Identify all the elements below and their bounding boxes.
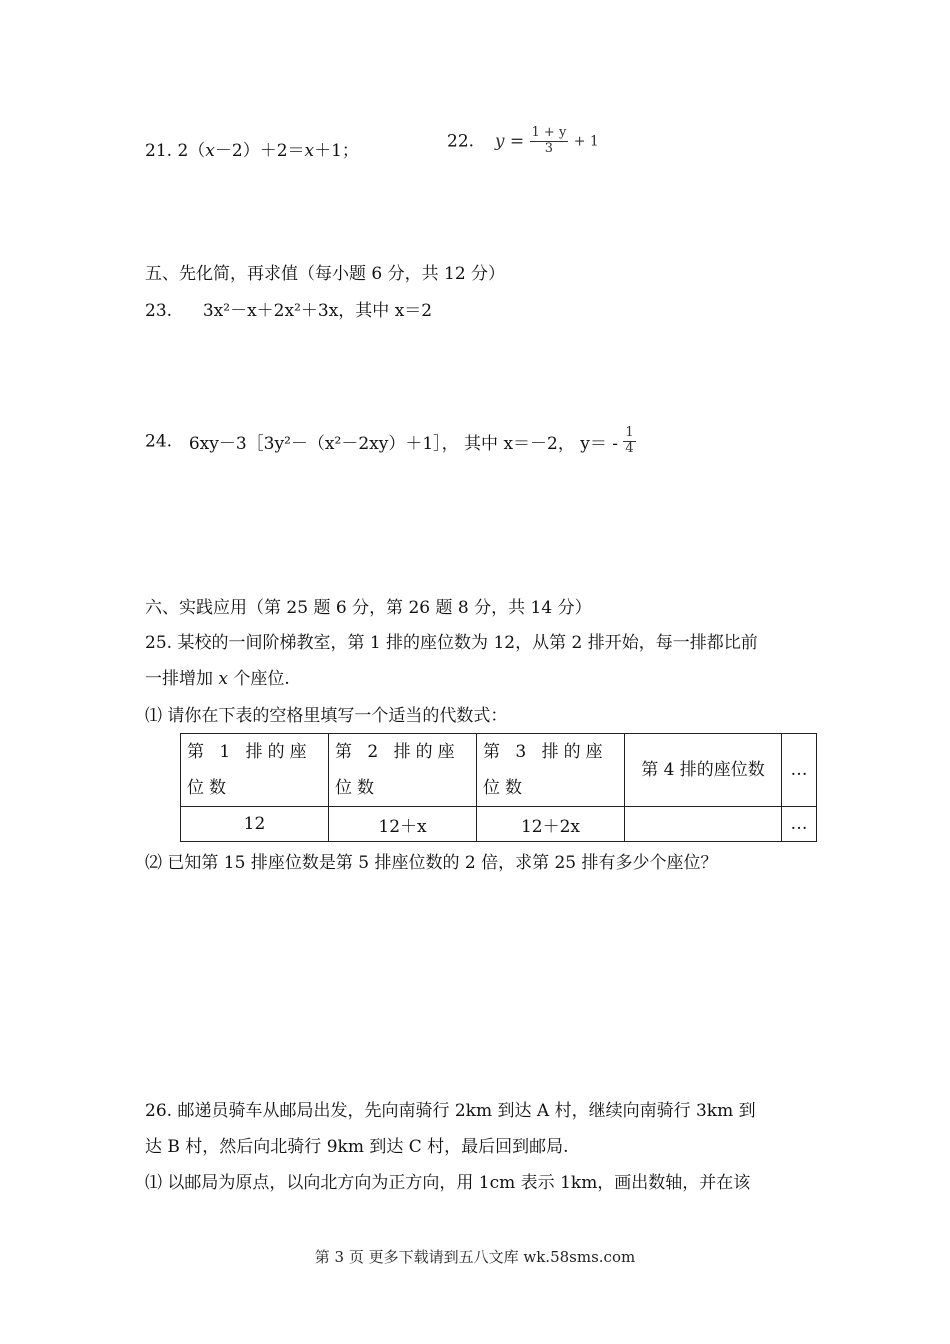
question-24-expression: 6xy－3［3y²－（x²－2xy）＋1］， 其中 x＝－2， y＝ - xyxy=(188,433,619,454)
question-25-line-1: 25. 某校的一间阶梯教室，第 1 排的座位数为 12，从第 2 排开始，每一排都比前 xyxy=(145,633,758,653)
question-25-line-2-b: 个座位. xyxy=(228,669,290,689)
table-cell-blank[interactable] xyxy=(625,807,782,842)
table-row xyxy=(181,807,817,842)
page-footer: 第 3 页 更多下载请到五八文库 wk.58sms.com xyxy=(314,1248,636,1266)
question-24-fraction-numerator: 1 xyxy=(625,425,634,440)
question-22-fraction xyxy=(530,126,569,157)
question-26-line-1: 26. 邮递员骑车从邮局出发，先向南骑行 2km 到达 A 村，继续向南骑行 3km 到 xyxy=(145,1101,756,1121)
question-22-number: 22. xyxy=(447,131,475,152)
section-6-heading: 六、实践应用（第 25 题 6 分，第 26 题 8 分，共 14 分） xyxy=(145,598,592,618)
question-22-tail: + 1 xyxy=(573,133,599,150)
question-21-var-x: x xyxy=(205,141,215,161)
question-25-line-2-a: 一排增加 xyxy=(145,669,219,689)
question-24 xyxy=(145,426,636,457)
table-cell: … xyxy=(782,807,817,842)
question-26-part-1: ⑴ 以邮局为原点，以向北方向为正方向，用 1cm 表示 1km，画出数轴，并在该 xyxy=(145,1173,751,1193)
question-21-number: 21. xyxy=(145,141,173,161)
question-26-line-2: 达 B 村，然后向北骑行 9km 到达 C 村，最后回到邮局. xyxy=(145,1137,569,1157)
question-25-line-2 xyxy=(145,664,290,689)
table-header-row xyxy=(181,734,817,807)
table-header-cell: … xyxy=(782,734,817,807)
question-22 xyxy=(447,126,599,157)
question-21-expr-b: －2）＋2＝ xyxy=(214,141,305,161)
question-23 xyxy=(145,296,432,321)
table-cell: 12 xyxy=(181,807,329,842)
question-21-var-x2: x xyxy=(304,141,315,161)
question-21-expr-c: ＋1； xyxy=(314,141,359,161)
section-5-heading: 五、先化简，再求值（每小题 6 分，共 12 分） xyxy=(145,264,506,284)
question-25-line-2-var: x xyxy=(218,669,228,689)
question-23-number: 23. xyxy=(145,301,173,321)
seat-table xyxy=(180,733,817,842)
question-25-part-1: ⑴ 请你在下表的空格里填写一个适当的代数式： xyxy=(145,706,508,726)
question-22-fraction-denominator: 3 xyxy=(530,141,569,157)
table-cell: 12＋x xyxy=(329,807,477,842)
question-22-fraction-numerator: 1 + y xyxy=(531,125,567,140)
question-21-expr-a: 2（ xyxy=(177,141,206,161)
table-header-cell: 第 3 排的座位数 xyxy=(477,734,625,807)
question-22-lhs: y xyxy=(494,131,505,152)
question-24-fraction xyxy=(623,426,635,457)
question-22-eq: = xyxy=(509,131,525,152)
question-24-fraction-denominator: 4 xyxy=(625,440,634,456)
question-21 xyxy=(145,136,359,161)
question-24-number: 24. xyxy=(145,431,173,452)
table-cell: 12＋2x xyxy=(477,807,625,842)
question-23-expression: 3x²－x＋2x²＋3x，其中 x＝2 xyxy=(202,301,433,321)
table-header-cell: 第 2 排的座位数 xyxy=(329,734,477,807)
question-25-part-2: ⑵ 已知第 15 排座位数是第 5 排座位数的 2 倍，求第 25 排有多少个座位？ xyxy=(145,853,718,873)
table-header-cell: 第 1 排的座位数 xyxy=(181,734,329,807)
table-header-cell: 第 4 排的座位数 xyxy=(625,734,782,807)
